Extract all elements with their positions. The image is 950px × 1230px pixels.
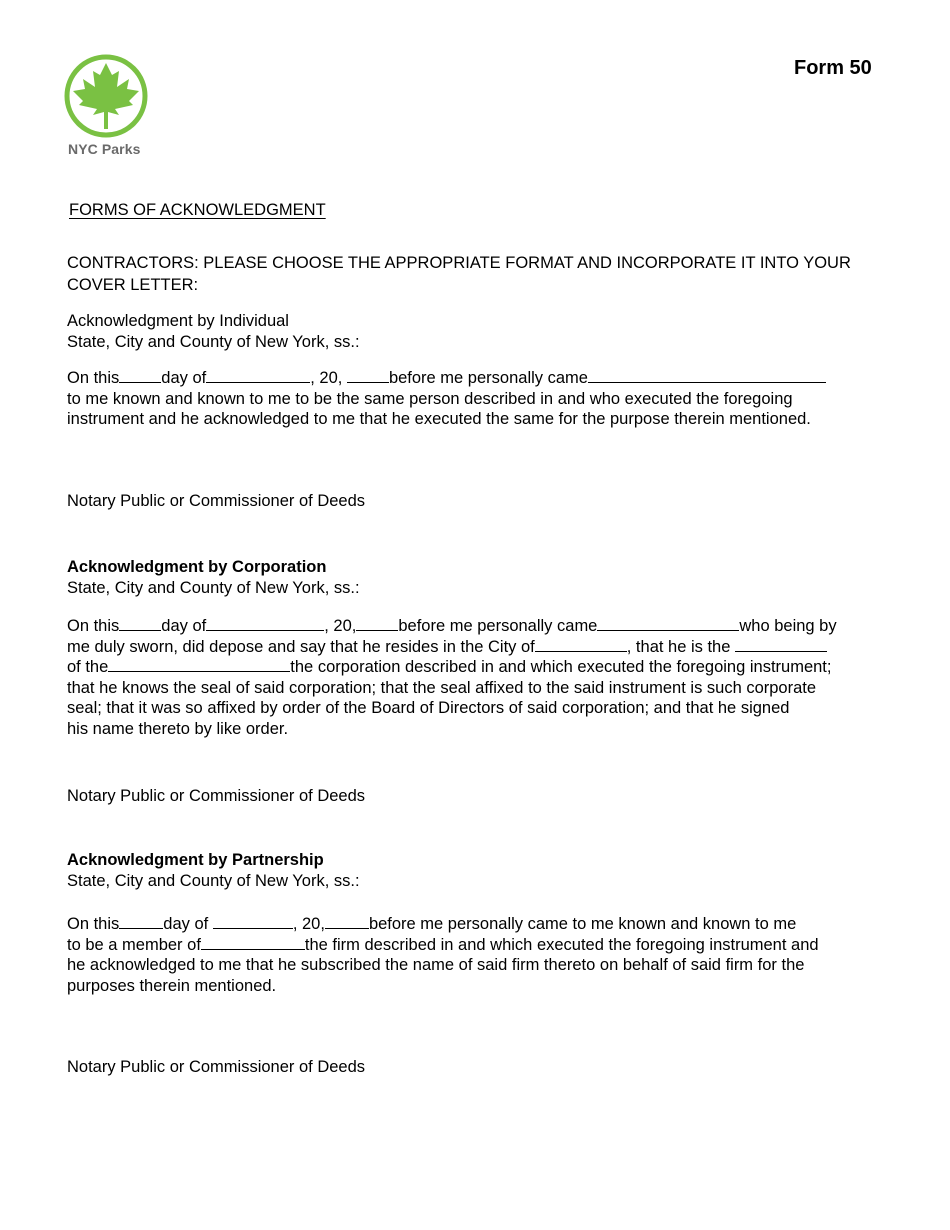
corporation-body	[67, 616, 903, 739]
partnership-text: the firm described in and which executed the foregoing instrument and	[304, 935, 819, 954]
day-blank[interactable]	[119, 368, 161, 383]
partnership-section-heading	[67, 850, 903, 891]
corporation-text: seal; that it was so affixed by order of the Board of Directors of said corporation; and that he signed	[67, 699, 790, 717]
partnership-body	[67, 914, 903, 996]
partnership-text: purposes therein mentioned.	[67, 976, 277, 995]
corporation-text: the corporation described in and which executed the foregoing instrument;	[290, 658, 832, 676]
month-blank[interactable]	[213, 914, 293, 929]
individual-body	[67, 368, 903, 430]
logo-text: NYC Parks	[68, 141, 141, 157]
individual-text: before me personally came	[388, 369, 588, 387]
firm-name-blank[interactable]	[201, 935, 305, 950]
individual-signature-label: Notary Public or Commissioner of Deeds	[67, 492, 366, 510]
corporation-text: who being by	[739, 617, 837, 635]
partnership-text: to be a member of	[67, 935, 201, 954]
city-blank[interactable]	[535, 637, 627, 652]
corporation-text: me duly sworn, did depose and say that he resides in the City of	[67, 637, 535, 656]
individual-venue: State, City and County of New York, ss.:	[67, 332, 360, 351]
intro-instructions: CONTRACTORS: PLEASE CHOOSE THE APPROPRIATE FORMAT AND INCORPORATE IT INTO YOUR COVER LETTER:	[67, 254, 851, 294]
corporation-text: his name thereto by like order.	[67, 719, 289, 738]
form-number: Form 50	[794, 57, 872, 79]
individual-section-heading	[67, 311, 903, 352]
partnership-text: On this	[67, 915, 120, 933]
year-blank[interactable]	[325, 914, 369, 929]
partnership-venue: State, City and County of New York, ss.:	[67, 871, 360, 890]
nyc-parks-logo-icon	[63, 53, 149, 139]
corporation-text: day of	[161, 617, 207, 635]
individual-text: instrument and he acknowledged to me that he executed the same for the purpose therein mentioned.	[67, 410, 811, 428]
month-blank[interactable]	[206, 368, 310, 383]
corporation-text: On this	[67, 617, 120, 635]
day-blank[interactable]	[119, 616, 161, 631]
individual-text: , 20,	[310, 369, 343, 387]
partnership-text: , 20,	[292, 915, 325, 933]
partnership-text: day of	[163, 915, 209, 933]
individual-text: On this	[67, 369, 120, 387]
page-title: FORMS OF ACKNOWLEDGMENT	[69, 201, 326, 219]
title-blank[interactable]	[735, 637, 827, 652]
individual-title: Acknowledgment by Individual	[67, 312, 289, 330]
partnership-signature-label: Notary Public or Commissioner of Deeds	[67, 1058, 366, 1076]
partnership-text: before me personally came to me known and known to me	[368, 915, 797, 933]
day-blank[interactable]	[119, 914, 163, 929]
year-blank[interactable]	[347, 368, 389, 383]
partnership-title: Acknowledgment by Partnership	[67, 851, 324, 869]
year-blank[interactable]	[356, 616, 398, 631]
partnership-text: he acknowledged to me that he subscribed the name of said firm thereto on behalf of said firm for the	[67, 956, 805, 974]
corporation-text: before me personally came	[398, 617, 598, 635]
individual-text: day of	[161, 369, 207, 387]
person-name-blank[interactable]	[588, 368, 826, 383]
corporation-venue: State, City and County of New York, ss.:	[67, 578, 360, 597]
corporation-text: of the	[67, 658, 109, 676]
corporation-signature-label: Notary Public or Commissioner of Deeds	[67, 787, 366, 805]
person-name-blank[interactable]	[597, 616, 739, 631]
corporation-title: Acknowledgment by Corporation	[67, 558, 327, 576]
month-blank[interactable]	[206, 616, 324, 631]
corporation-text: , 20,	[324, 617, 357, 635]
corporation-text: , that he is the	[626, 637, 731, 656]
corporation-text: that he knows the seal of said corporation; that the seal affixed to the said instrument is such corporate	[67, 678, 817, 697]
individual-text: to me known and known to me to be the same person described in and who executed the foregoing	[67, 389, 793, 408]
corporation-name-blank[interactable]	[108, 657, 290, 672]
corporation-section-heading	[67, 557, 903, 598]
